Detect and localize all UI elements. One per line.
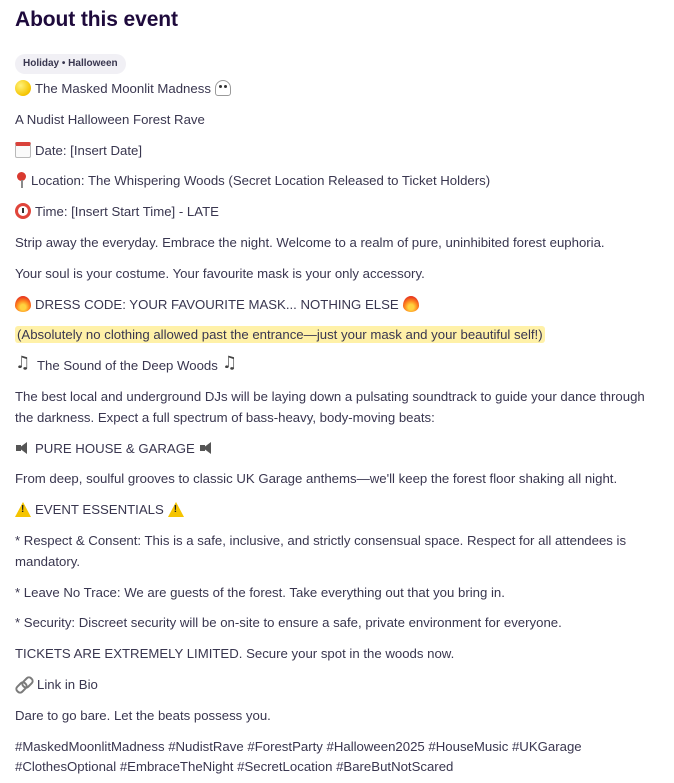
- link-icon: [15, 676, 33, 692]
- link-text: Link in Bio: [37, 676, 98, 692]
- moon-icon: [15, 80, 31, 96]
- house-heading-line: [15, 429, 659, 460]
- event-description: [15, 74, 659, 778]
- link-line: [15, 665, 659, 696]
- intro-paragraph: Strip away the everyday. Embrace the night. Welcome to a realm of pure, uninhibited forest euphoria.: [15, 234, 605, 250]
- sound-heading-line: [15, 346, 659, 377]
- speaker-icon: [199, 440, 215, 456]
- event-name: The Masked Moonlit Madness: [35, 81, 211, 96]
- category-tag[interactable]: Holiday • Halloween: [15, 54, 126, 74]
- time-text: Time: [Insert Start Time] - LATE: [35, 204, 219, 220]
- ghost-icon: [215, 80, 231, 96]
- pin-icon: [15, 172, 27, 188]
- music-notes-icon: [222, 357, 240, 373]
- music-notes-icon: [15, 357, 33, 373]
- location-text: Location: The Whispering Woods (Secret Location Released to Ticket Holders): [31, 173, 491, 189]
- tickets-paragraph: TICKETS ARE EXTREMELY LIMITED. Secure your spot in the woods now.: [15, 646, 455, 662]
- fire-icon: [15, 296, 31, 312]
- alarm-clock-icon: [15, 203, 31, 219]
- house-paragraph: From deep, soulful grooves to classic UK Garage anthems—we'll keep the forest floor shaking all night.: [15, 471, 618, 487]
- highlighted-dress-note: (Absolutely no clothing allowed past the entrance—just your mask and your beautiful self!): [17, 327, 543, 343]
- event-subtitle: A Nudist Halloween Forest Rave: [15, 111, 205, 127]
- warning-icon: [168, 502, 184, 517]
- essentials-heading-text: EVENT ESSENTIALS: [35, 502, 164, 518]
- closing-paragraph: Dare to go bare. Let the beats possess you.: [15, 707, 271, 723]
- date-text: Date: [Insert Date]: [35, 142, 143, 158]
- security-item: * Security: Discreet security will be on-site to ensure a safe, private environment for everyone.: [15, 615, 562, 631]
- location-line: [15, 161, 659, 192]
- sound-heading-text: The Sound of the Deep Woods: [37, 358, 218, 374]
- event-name-line: [15, 74, 659, 100]
- sound-paragraph: The best local and underground DJs will be laying down a pulsating soundtrack to guide your dance through the darkness. Expect a full spectrum of bass-heavy, body-moving beats:: [15, 388, 645, 425]
- house-heading-text: PURE HOUSE & GARAGE: [35, 440, 195, 456]
- warning-icon: [15, 502, 31, 517]
- dress-code-text: DRESS CODE: YOUR FAVOURITE MASK... NOTHING ELSE: [35, 296, 399, 312]
- essentials-heading-line: [15, 490, 659, 521]
- time-line: [15, 192, 659, 223]
- dress-code-line: [15, 285, 659, 316]
- speaker-icon: [15, 440, 31, 456]
- soul-paragraph: Your soul is your costume. Your favourite mask is your only accessory.: [15, 265, 425, 281]
- leave-no-trace-item: * Leave No Trace: We are guests of the forest. Take everything out that you bring in.: [15, 584, 505, 600]
- calendar-icon: [15, 142, 31, 158]
- date-line: [15, 131, 659, 162]
- hashtags-paragraph: #MaskedMoonlitMadness #NudistRave #ForestParty #Halloween2025 #HouseMusic #UKGarage #ClothesOptional #EmbraceTheNight #SecretLocation #BareButNotScared: [15, 738, 582, 775]
- respect-item: * Respect & Consent: This is a safe, inclusive, and strictly consensual space. Respect for all attendees is mandatory.: [15, 532, 627, 569]
- section-heading: About this event: [15, 8, 178, 31]
- fire-icon: [403, 296, 419, 312]
- dress-note-line: [15, 315, 659, 346]
